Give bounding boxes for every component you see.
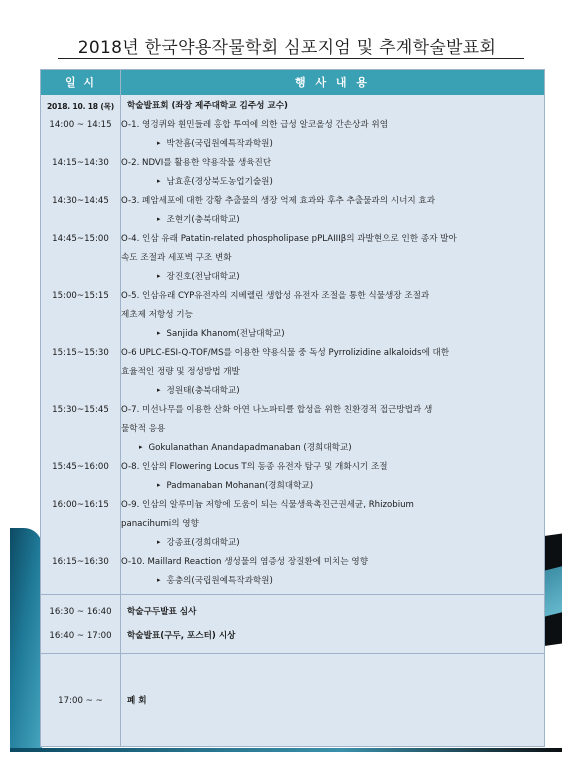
opening-label: 학술발표회 (좌장 제주대학교 김주성 교수) [127,101,288,111]
event-date: 2018. 10. 18 (목) [46,102,115,111]
session-time: 15:15~15:30 [52,348,109,358]
session-content [121,553,542,591]
session-title: O-6 UPLC-ESI-Q-TOF/MS를 이용한 약용식물 중 독성 Pyrrolizidine alkaloids에 대한 [121,348,450,358]
session-content [121,344,542,401]
final-time: 17:00 ~ ~ [58,696,103,706]
session-title: O-2. NDVI를 활용한 약용작물 생육진단 [121,158,272,168]
session-content [121,154,542,192]
session-title-cont: panacihumi의 영향 [121,519,199,529]
session-title-cont: 제초제 저항성 기능 [121,310,193,320]
presenter: ▸ 남효훈(경상북도농업기술원) [121,173,542,192]
session-time: 16:15~16:30 [52,557,109,567]
session-time: 14:00 ~ 14:15 [49,120,112,130]
divider [41,594,544,595]
decorative-swoosh-left [10,528,42,750]
session-content [121,458,542,496]
session-title: O-8. 인삼의 Flowering Locus T의 동종 유전자 탐구 및 개화시기 조절 [121,462,388,472]
session-time: 14:45~15:00 [52,234,109,244]
closing-time: 16:30 ~ 16:40 [49,607,112,617]
session-time: 15:45~16:00 [52,462,109,472]
session-time: 15:30~15:45 [52,405,109,415]
title-underline [58,58,524,59]
divider [41,653,544,654]
presenter: ▸ 정원태(충북대학교) [121,382,542,401]
session-content [121,287,542,344]
presenter: ▸ 강종표(경희대학교) [121,534,542,553]
session-title: O-7. 미선나무를 이용한 산화 아연 나노파티클 합성을 위한 친환경적 접근방법과 생 [121,405,433,415]
final-label: 폐 회 [127,696,147,706]
schedule-table [40,69,545,747]
header-content: 행 사 내 용 [295,76,370,89]
session-time: 14:30~14:45 [52,196,109,206]
session-time: 14:15~14:30 [52,158,109,168]
presenter: ▸ 홍충의(국립원예특작과학원) [121,572,542,591]
table-header [41,70,544,95]
session-content [121,496,542,553]
session-title: O-5. 인삼유래 CYP유전자의 지베렐린 생합성 유전자 조절을 통한 식물생장 조절과 [121,291,430,301]
session-title: O-10. Maillard Reaction 생성물의 염증성 장질환에 미치는 영향 [121,557,368,567]
presenter: ▸ Padmanaban Mohanan(경희대학교) [121,477,542,496]
page-title: 2018년 한국약용작물학회 심포지엄 및 추계학술발표회 [77,38,497,58]
session-content [121,116,542,154]
session-title-cont: 효율적인 정량 및 정성방법 개발 [121,367,240,377]
session-title: O-4. 인삼 유래 Patatin-related phospholipase pPLAIIIβ의 과발현으로 인한 종자 발아 [121,234,457,244]
session-content [121,230,542,287]
presenter: ▸ Sanjida Khanom(전남대학교) [121,325,542,344]
header-time: 일 시 [64,76,97,89]
session-content [121,401,542,458]
decorative-bottom-band [10,748,562,752]
closing-time: 16:40 ~ 17:00 [49,631,112,641]
closing-label: 학술발표(구두, 포스터) 시상 [127,631,236,641]
session-time: 16:00~16:15 [52,500,109,510]
closing-label: 학술구두발표 심사 [127,607,197,617]
session-title: O-1. 영겅퀴와 휜민들레 홍합 투여에 의한 급성 알코올성 간손상과 위염 [121,120,389,130]
session-title-cont: 물학적 응용 [121,424,166,434]
session-title: O-3. 폐암세포에 대한 강황 추출물의 생장 억제 효과와 후추 추출물과의 시너지 효과 [121,196,436,206]
session-chair [121,97,548,116]
presenter: ▸ Gokulanathan Anandapadmanaban (경희대학교) [121,439,542,458]
presenter: ▸ 조현기(충북대학교) [121,211,542,230]
session-time: 15:00~15:15 [52,291,109,301]
presenter: ▸ 장진호(전남대학교) [121,268,542,287]
presenter: ▸ 박찬흠(국립원예특작과학원) [121,135,542,154]
session-title: O-9. 인삼의 알루미늄 저항에 도움이 되는 식물생육촉진근권세균, Rhizobium [121,500,414,510]
session-title-cont: 속도 조절과 세포벽 구조 변화 [121,253,232,263]
session-content [121,192,542,230]
